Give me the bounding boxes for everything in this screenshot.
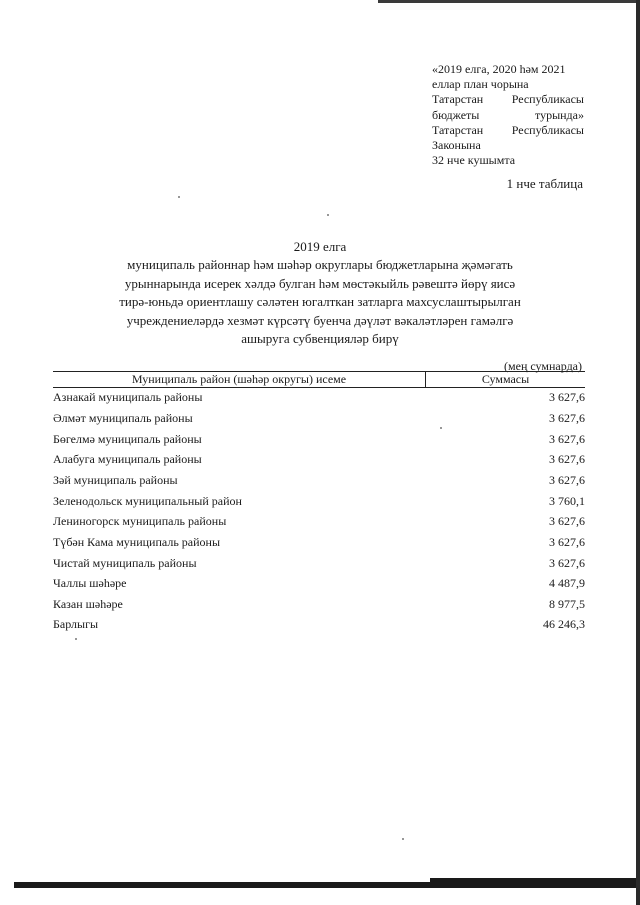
table-row [53,514,585,529]
title-line-1: 2019 елга [293,239,347,254]
scan-speck [440,427,442,429]
appendix-line-4-right: турында» [534,107,584,122]
appendix-line-3-left: Татарстан [432,92,484,107]
row-amount: 3 627,6 [549,411,585,425]
scan-speck [402,838,404,840]
scan-speck [178,196,180,198]
table-row [53,432,585,447]
row-amount: 3 627,6 [549,473,585,487]
title-line-3: урыннарында исерек хәлдә булган һәм мөстәкыйль рәвештә йөрү яисә [124,275,516,291]
row-name: Барлыгы [53,617,99,631]
appendix-note [432,62,584,168]
table-row [53,556,585,571]
table-row [53,494,585,509]
appendix-line-5-right: Республикасы [511,122,584,137]
row-name: Чаллы шәһәре [53,576,127,590]
row-name: Чистай муниципаль районы [53,556,197,570]
appendix-line-3-right: Республикасы [511,92,584,107]
row-amount: 3 627,6 [549,556,585,570]
table-row [53,390,585,405]
appendix-line-6: Законына [432,138,481,153]
scan-speck [75,638,77,640]
appendix-line-3 [432,92,584,107]
row-amount: 46 246,3 [543,617,585,631]
row-amount: 3 627,6 [549,514,585,528]
document-title [90,238,550,348]
row-amount: 3 627,6 [549,452,585,466]
row-name: Казан шәһәре [53,597,123,611]
appendix-line-5 [432,123,584,138]
title-line-5: учреждениеләрдә хезмәт күрсәтү буенча дәүләт вәкаләтләрен гамәлгә [126,312,514,328]
row-name: Түбән Кама муниципаль районы [53,535,221,549]
row-amount: 3 760,1 [549,494,585,508]
row-name: Зеленодольск муниципальный район [53,494,242,508]
table-row [53,597,585,612]
table-row [53,473,585,488]
row-amount: 3 627,6 [549,432,585,446]
row-name: Бөгелмә муниципаль районы [53,432,202,446]
row-name: Әлмәт муниципаль районы [53,411,193,425]
row-name: Зәй муниципаль районы [53,473,178,487]
table-row [53,576,585,591]
appendix-line-2: еллар план чорына [432,77,529,92]
table-row [53,535,585,550]
scan-speck [327,214,329,216]
table-row [53,452,585,467]
title-line-4: тирә-юньдә ориентлашу сәләтен югалткан затларга махсуслаштырылган [119,294,521,310]
title-line-2: муниципаль районнар һәм шәһәр округлары бюджетларына җәмәгать [127,257,513,273]
appendix-line-1: «2019 елга, 2020 һәм 2021 [432,62,566,76]
appendix-line-4 [432,108,584,123]
appendix-line-7: 32 нче кушымта [432,153,516,168]
scan-edge-top [378,0,640,3]
table-row-total [53,617,585,632]
subvention-table [53,371,585,631]
appendix-line-4-left: бюджеты [432,107,480,122]
table-row [53,411,585,426]
row-name: Азнакай муниципаль районы [53,390,203,404]
table-number: 1 нче таблица [506,176,583,191]
header-name: Муниципаль район (шәһәр округы) исеме [53,372,426,387]
scan-edge-right [636,0,640,905]
scan-edge-bottom [14,882,636,888]
title-line-6: ашыруга субвенцияләр бирү [241,331,399,347]
table-header [53,371,585,388]
appendix-line-5-left: Татарстан [432,122,484,137]
row-amount: 8 977,5 [549,597,585,611]
row-name: Алабуга муниципаль районы [53,452,202,466]
row-name: Лениногорск муниципаль районы [53,514,227,528]
row-amount: 4 487,9 [549,576,585,590]
row-amount: 3 627,6 [549,535,585,549]
units-note: (мең сумнарда) [504,359,582,373]
row-amount: 3 627,6 [549,390,585,404]
header-amount: Суммасы [481,372,530,386]
